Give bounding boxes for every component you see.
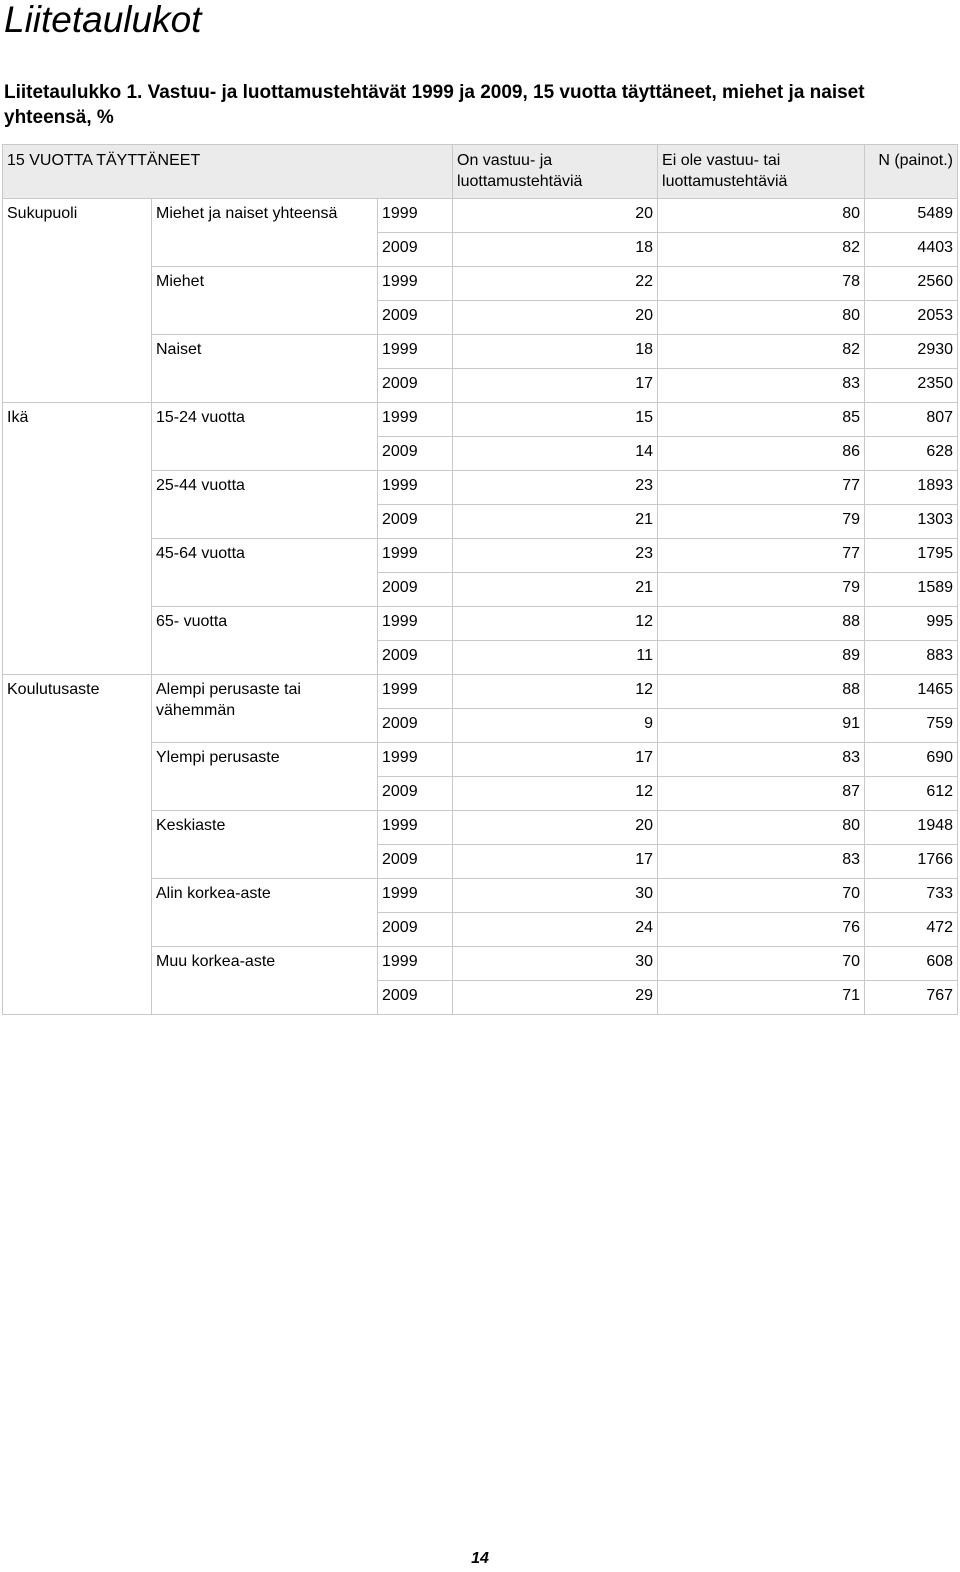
- n-cell: 1465: [865, 675, 958, 709]
- no-duties-cell: 77: [658, 539, 865, 573]
- n-cell: 2930: [865, 335, 958, 369]
- table-header-row: [3, 145, 958, 199]
- page-heading: Liitetaulukot: [4, 0, 202, 40]
- has-duties-cell: 12: [453, 607, 658, 641]
- no-duties-cell: 83: [658, 743, 865, 777]
- no-duties-cell: 85: [658, 403, 865, 437]
- has-duties-cell: 11: [453, 641, 658, 675]
- has-duties-cell: 20: [453, 301, 658, 335]
- has-duties-cell: 20: [453, 199, 658, 233]
- no-duties-cell: 79: [658, 573, 865, 607]
- has-duties-cell: 17: [453, 743, 658, 777]
- no-duties-cell: 80: [658, 199, 865, 233]
- n-cell: 1303: [865, 505, 958, 539]
- year-cell: 1999: [378, 811, 453, 845]
- page-number: 14: [471, 1550, 489, 1567]
- no-duties-cell: 71: [658, 981, 865, 1015]
- has-duties-cell: 23: [453, 471, 658, 505]
- has-duties-cell: 23: [453, 539, 658, 573]
- n-cell: 883: [865, 641, 958, 675]
- no-duties-cell: 82: [658, 335, 865, 369]
- table-row: [3, 199, 958, 233]
- year-cell: 2009: [378, 301, 453, 335]
- n-cell: 690: [865, 743, 958, 777]
- n-cell: 1893: [865, 471, 958, 505]
- no-duties-cell: 88: [658, 607, 865, 641]
- has-duties-cell: 18: [453, 335, 658, 369]
- year-cell: 1999: [378, 267, 453, 301]
- no-duties-cell: 91: [658, 709, 865, 743]
- no-duties-cell: 83: [658, 845, 865, 879]
- has-duties-cell: 21: [453, 573, 658, 607]
- year-cell: 2009: [378, 505, 453, 539]
- no-duties-cell: 88: [658, 675, 865, 709]
- no-duties-cell: 86: [658, 437, 865, 471]
- has-duties-cell: 12: [453, 675, 658, 709]
- year-cell: 1999: [378, 743, 453, 777]
- header-no-duties: Ei ole vastuu- tai luottamustehtäviä: [658, 145, 865, 199]
- no-duties-cell: 80: [658, 811, 865, 845]
- subgroup-label: Naiset: [152, 335, 378, 403]
- n-cell: 759: [865, 709, 958, 743]
- has-duties-cell: 15: [453, 403, 658, 437]
- subgroup-label: 45-64 vuotta: [152, 539, 378, 607]
- subgroup-label: 25-44 vuotta: [152, 471, 378, 539]
- no-duties-cell: 78: [658, 267, 865, 301]
- year-cell: 1999: [378, 199, 453, 233]
- has-duties-cell: 12: [453, 777, 658, 811]
- n-cell: 628: [865, 437, 958, 471]
- year-cell: 2009: [378, 369, 453, 403]
- table-row: [3, 675, 958, 709]
- has-duties-cell: 20: [453, 811, 658, 845]
- year-cell: 1999: [378, 675, 453, 709]
- n-cell: 1766: [865, 845, 958, 879]
- subgroup-label: Miehet ja naiset yhteensä: [152, 199, 378, 267]
- no-duties-cell: 77: [658, 471, 865, 505]
- n-cell: 2350: [865, 369, 958, 403]
- n-cell: 472: [865, 913, 958, 947]
- year-cell: 1999: [378, 403, 453, 437]
- has-duties-cell: 18: [453, 233, 658, 267]
- has-duties-cell: 14: [453, 437, 658, 471]
- n-cell: 1589: [865, 573, 958, 607]
- has-duties-cell: 30: [453, 879, 658, 913]
- table-body: [3, 199, 958, 1015]
- has-duties-cell: 9: [453, 709, 658, 743]
- subgroup-label: Alin korkea-aste: [152, 879, 378, 947]
- no-duties-cell: 79: [658, 505, 865, 539]
- n-cell: 733: [865, 879, 958, 913]
- year-cell: 2009: [378, 981, 453, 1015]
- no-duties-cell: 80: [658, 301, 865, 335]
- subgroup-label: Alempi perusaste tai vähemmän: [152, 675, 378, 743]
- year-cell: 2009: [378, 233, 453, 267]
- data-table: [2, 144, 958, 1015]
- n-cell: 608: [865, 947, 958, 981]
- has-duties-cell: 17: [453, 845, 658, 879]
- n-cell: 2560: [865, 267, 958, 301]
- year-cell: 1999: [378, 607, 453, 641]
- year-cell: 2009: [378, 641, 453, 675]
- no-duties-cell: 89: [658, 641, 865, 675]
- subgroup-label: Miehet: [152, 267, 378, 335]
- has-duties-cell: 24: [453, 913, 658, 947]
- has-duties-cell: 21: [453, 505, 658, 539]
- has-duties-cell: 29: [453, 981, 658, 1015]
- subgroup-label: Keskiaste: [152, 811, 378, 879]
- year-cell: 1999: [378, 471, 453, 505]
- no-duties-cell: 76: [658, 913, 865, 947]
- n-cell: 1795: [865, 539, 958, 573]
- n-cell: 1948: [865, 811, 958, 845]
- year-cell: 2009: [378, 845, 453, 879]
- n-cell: 767: [865, 981, 958, 1015]
- year-cell: 2009: [378, 437, 453, 471]
- no-duties-cell: 83: [658, 369, 865, 403]
- year-cell: 2009: [378, 573, 453, 607]
- table-caption: Liitetaulukko 1. Vastuu- ja luottamustehtävät 1999 ja 2009, 15 vuotta täyttäneet, miehet ja naiset yhteensä, %: [4, 82, 865, 128]
- year-cell: 1999: [378, 539, 453, 573]
- has-duties-cell: 22: [453, 267, 658, 301]
- n-cell: 807: [865, 403, 958, 437]
- n-cell: 995: [865, 607, 958, 641]
- no-duties-cell: 82: [658, 233, 865, 267]
- n-cell: 4403: [865, 233, 958, 267]
- has-duties-cell: 30: [453, 947, 658, 981]
- has-duties-cell: 17: [453, 369, 658, 403]
- section-label: Koulutusaste: [3, 675, 152, 1015]
- n-cell: 612: [865, 777, 958, 811]
- year-cell: 1999: [378, 879, 453, 913]
- header-group: 15 VUOTTA TÄYTTÄNEET: [3, 145, 453, 199]
- year-cell: 2009: [378, 777, 453, 811]
- section-label: Ikä: [3, 403, 152, 675]
- year-cell: 2009: [378, 709, 453, 743]
- no-duties-cell: 70: [658, 947, 865, 981]
- year-cell: 1999: [378, 947, 453, 981]
- no-duties-cell: 70: [658, 879, 865, 913]
- table-row: [3, 403, 958, 437]
- subgroup-label: Ylempi perusaste: [152, 743, 378, 811]
- year-cell: 1999: [378, 335, 453, 369]
- no-duties-cell: 87: [658, 777, 865, 811]
- header-has-duties: On vastuu- ja luottamustehtäviä: [453, 145, 658, 199]
- n-cell: 5489: [865, 199, 958, 233]
- n-cell: 2053: [865, 301, 958, 335]
- section-label: Sukupuoli: [3, 199, 152, 403]
- subgroup-label: 15-24 vuotta: [152, 403, 378, 471]
- year-cell: 2009: [378, 913, 453, 947]
- subgroup-label: 65- vuotta: [152, 607, 378, 675]
- header-n: N (painot.): [865, 145, 958, 199]
- subgroup-label: Muu korkea-aste: [152, 947, 378, 1015]
